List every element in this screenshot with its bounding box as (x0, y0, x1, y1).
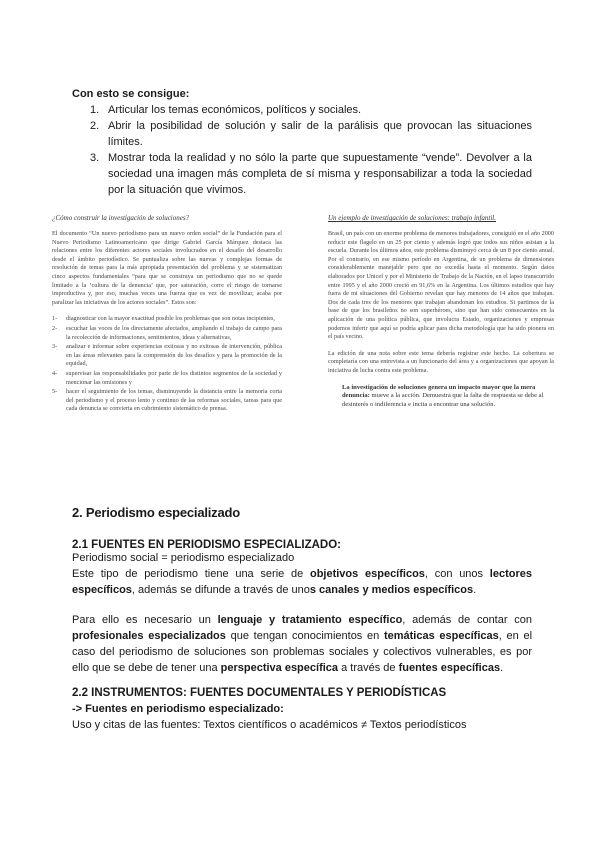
scan-list-item (52, 370, 282, 387)
scan-list-item (52, 315, 282, 324)
scan-quote-text: mueve a la acción. Demuestra que la falta de respuesta se debe al desinterés o indiferencia e incita a encontrar una solución. (342, 392, 544, 409)
text-run: a través de (338, 662, 399, 674)
scan-left-list (52, 315, 282, 414)
list-text: Articular los temas económicos, políticos y sociales. (108, 104, 362, 116)
paragraph (72, 550, 532, 598)
text-run: , con unos (424, 568, 490, 580)
arrow-heading: -> Fuentes en periodismo especializado: (72, 703, 284, 715)
paragraph (72, 612, 532, 676)
scan-left-column (52, 214, 282, 415)
scan-list-text: diagnosticar con la mayor exactitud posible los problemas que son notas incipientes, (66, 315, 275, 323)
text-line: Periodismo social = periodismo especializado (72, 552, 295, 564)
subsection-heading: 2.1 FUENTES EN PERIODISMO ESPECIALIZADO: (72, 539, 342, 551)
scan-list-item (52, 388, 282, 414)
text-run: que tengan conocimientos en (225, 630, 384, 642)
scan-left-paragraph: El documento “Un nuevo periodismo para un nuevo orden social” de la Fundación para el Nuevo Periodismo Latinoamericano que dirige Gabriel García Márquez destaca las relaciones entre los diferentes actores sociales involucrados en el desafío del desarrollo desde el ámbito periodístico. Se puntualiza sobre las nuevas y complejas formas de resolución de temas para la más apropiada presentación del problema y se sistematizan cinco aspectos fundamentales “para que se construya un periodismo que no se quede limitado a la ‘cultura de la denuncia’ que, por saturación, corre el riesgo de tornarse improductiva y, por eso, muchas veces una fuerza que es vez de movilizar, acaba por paralizar las iniciativas de los actores sociales”. Estos son: (52, 230, 282, 306)
bold-text: profesionales especializados (72, 630, 226, 642)
scan-right-quote (342, 384, 554, 410)
bold-text: lenguaje y tratamiento específico (217, 614, 403, 626)
text-run: . (500, 662, 504, 674)
scan-right-paragraph: Brasil, un país con un enorme problema de menores trabajadores, consiguió en el año 2000 reducir este flagelo en un 25 por ciento y además logró que todos sus niños asistan a la escuela. Durante los últimos años, este problema disminuyó cerca de un 8 por ciento anual. Por el contrario, en ese mismo período en Argentina, de un problema de dimensiones considerablemente manejable pero que no excedía hasta el momento. Según datos elaborados por Unicef y por el Ministerio de Trabajo de la Nación, en el lapso transcurrido entre 1995 y el año 2000 creció en 91,6% en la Argentina. Los últimos estudios que hay fuera de mi situaciones del Gobierno revelan que hay menores de 14 años que trabajan. Dos de cada tres de los menores que trabajan abandonan los estudios. Si partimos de la base de que los brasileños no son superhéroes, sino que han sido consecuentes en la aplicación de una política pública, que involucra Estado, organizaciones y empresas podemos inferir que aquí se podría aplicar para dicha metodología que ha sido pionera en el país vecino. (328, 230, 554, 341)
list-item (72, 118, 532, 150)
scan-right-paragraph: La edición de una nota sobre este tema debería registrar este hecho. La cobertura se completaría con una entrevista a un funcionario del área y a organizaciones que apoyan la iniciativa de lucha contra este problema. (328, 349, 554, 374)
list-text: Abrir la posibilidad de solución y salir de la parálisis que provocan las situaciones límites. (108, 120, 532, 148)
scan-right-title: Un ejemplo de investigación de soluciones: trabajo infantil. (328, 214, 496, 222)
list-number: 2. (90, 120, 100, 132)
bold-text: temáticas específicas (383, 630, 499, 642)
list-item (72, 102, 532, 118)
text-run: , en el caso del periodismo de soluciones son problemas sociales y colectivos vulnerables, es por ello que se debe de tener una (72, 630, 533, 674)
text-run: , además de contar con (402, 614, 532, 626)
scan-list-text: supervisar las responsabilidades por parte de los distintos segmentos de la sociedad y mencionar las omisiones y (66, 369, 282, 386)
bold-text: perspectiva específica (220, 662, 339, 674)
scan-left-title: ¿Cómo construir la investigación de soluciones? (52, 214, 190, 222)
scan-list-number: 3- (52, 343, 58, 351)
scan-list-item (52, 343, 282, 369)
scan-quote-bold: La investigación de soluciones genera un impacto mayor que la mera denuncia: (342, 383, 536, 400)
scan-list-text: analizar e informar sobre experiencias exitosas y no exitosas de intervención, pública en las áreas relevantes para la comprensión de los desafíos y para la promoción de la equidad, (66, 343, 282, 368)
text-run: . (473, 584, 477, 596)
list-text: Mostrar toda la realidad y no sólo la parte que supuestamente “vende”. Devolver a la sociedad una imagen más completa de sí misma y responsabilizar a toda la sociedad por la situación que vivimos. (108, 152, 532, 196)
scanned-book-excerpt (48, 208, 556, 488)
scan-right-column (328, 214, 554, 410)
scan-list-number: 4- (52, 369, 58, 377)
scan-list-item (52, 325, 282, 342)
subsection-heading: 2.2 INSTRUMENTOS: FUENTES DOCUMENTALES Y PERIODÍSTICAS (72, 687, 447, 699)
scan-list-text: hacer el seguimiento de los temas, disminuyendo la distancia entre la memoria corta del periodismo y el proceso lento y continuo de las reformas sociales, tareas para que cada denuncia se convierta en cubrimiento sistemático de prensa. (66, 388, 282, 413)
bold-text: objetivos específicos (309, 568, 425, 580)
bold-text: fuentes específicas (398, 662, 501, 674)
section-title: 2. Periodismo especializado (72, 505, 240, 520)
bold-text: s canales y medios específicos (309, 584, 474, 596)
scan-list-number: 2- (52, 324, 58, 332)
scan-list-text: escuchar las voces de los directamente afectados, ampliando el trabajo de campo para la recolección de informaciones, sentimientos, ideas y alternativas, (66, 324, 282, 341)
scan-list-number: 1- (52, 315, 58, 323)
list-number: 3. (90, 152, 100, 164)
list-item (72, 150, 532, 198)
text-run: Para ello es necesario un (72, 614, 218, 626)
text-run: , además se difunde a través de uno (131, 584, 310, 596)
text-run: Este tipo de periodismo tiene una serie de (72, 568, 310, 580)
intro-heading: Con esto se consigue: (72, 88, 190, 100)
text-line: Uso y citas de las fuentes: Textos científicos o académicos ≠ Textos periodísticos (72, 719, 467, 731)
scan-list-number: 5- (52, 388, 58, 396)
list-number: 1. (90, 104, 100, 116)
bold-text: lectores específicos (72, 568, 532, 596)
intro-list (72, 102, 532, 198)
